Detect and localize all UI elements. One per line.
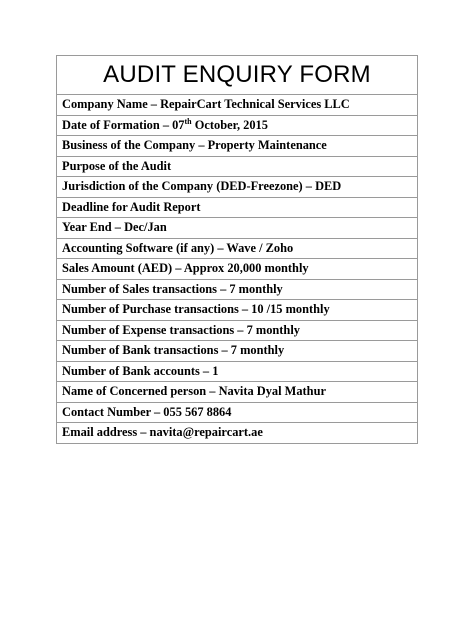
sales-amount: Sales Amount (AED) – Approx 20,000 monthly <box>57 259 418 280</box>
date-of-formation-suffix: October, 2015 <box>191 117 268 132</box>
year-end: Year End – Dec/Jan <box>57 218 418 239</box>
bank-transactions: Number of Bank transactions – 7 monthly <box>57 341 418 362</box>
business-of-company: Business of the Company – Property Maintenance <box>57 136 418 157</box>
form-row <box>57 423 418 444</box>
form-row <box>57 197 418 218</box>
concerned-person: Name of Concerned person – Navita Dyal Mathur <box>57 382 418 403</box>
expense-transactions: Number of Expense transactions – 7 monthly <box>57 320 418 341</box>
form-row <box>57 218 418 239</box>
audit-enquiry-form-table <box>56 55 418 444</box>
form-title-row <box>57 56 418 95</box>
form-row <box>57 361 418 382</box>
email-address: Email address – navita@repaircart.ae <box>57 423 418 444</box>
contact-number: Contact Number – 055 567 8864 <box>57 402 418 423</box>
form-title: AUDIT ENQUIRY FORM <box>57 56 418 95</box>
form-row <box>57 238 418 259</box>
form-row <box>57 341 418 362</box>
form-row <box>57 320 418 341</box>
date-of-formation-ordinal: th <box>184 116 192 126</box>
form-row <box>57 402 418 423</box>
form-row <box>57 95 418 116</box>
form-row <box>57 177 418 198</box>
sales-transactions: Number of Sales transactions – 7 monthly <box>57 279 418 300</box>
jurisdiction: Jurisdiction of the Company (DED-Freezone) – DED <box>57 177 418 198</box>
audit-deadline: Deadline for Audit Report <box>57 197 418 218</box>
form-row <box>57 300 418 321</box>
form-row <box>57 115 418 136</box>
purpose-of-audit: Purpose of the Audit <box>57 156 418 177</box>
form-row <box>57 279 418 300</box>
date-of-formation <box>57 115 418 136</box>
form-row <box>57 259 418 280</box>
form-row <box>57 136 418 157</box>
form-row <box>57 156 418 177</box>
company-name: Company Name – RepairCart Technical Services LLC <box>57 95 418 116</box>
purchase-transactions: Number of Purchase transactions – 10 /15 monthly <box>57 300 418 321</box>
bank-accounts: Number of Bank accounts – 1 <box>57 361 418 382</box>
accounting-software: Accounting Software (if any) – Wave / Zoho <box>57 238 418 259</box>
form-row <box>57 382 418 403</box>
date-of-formation-prefix: Date of Formation – 07 <box>62 117 185 132</box>
